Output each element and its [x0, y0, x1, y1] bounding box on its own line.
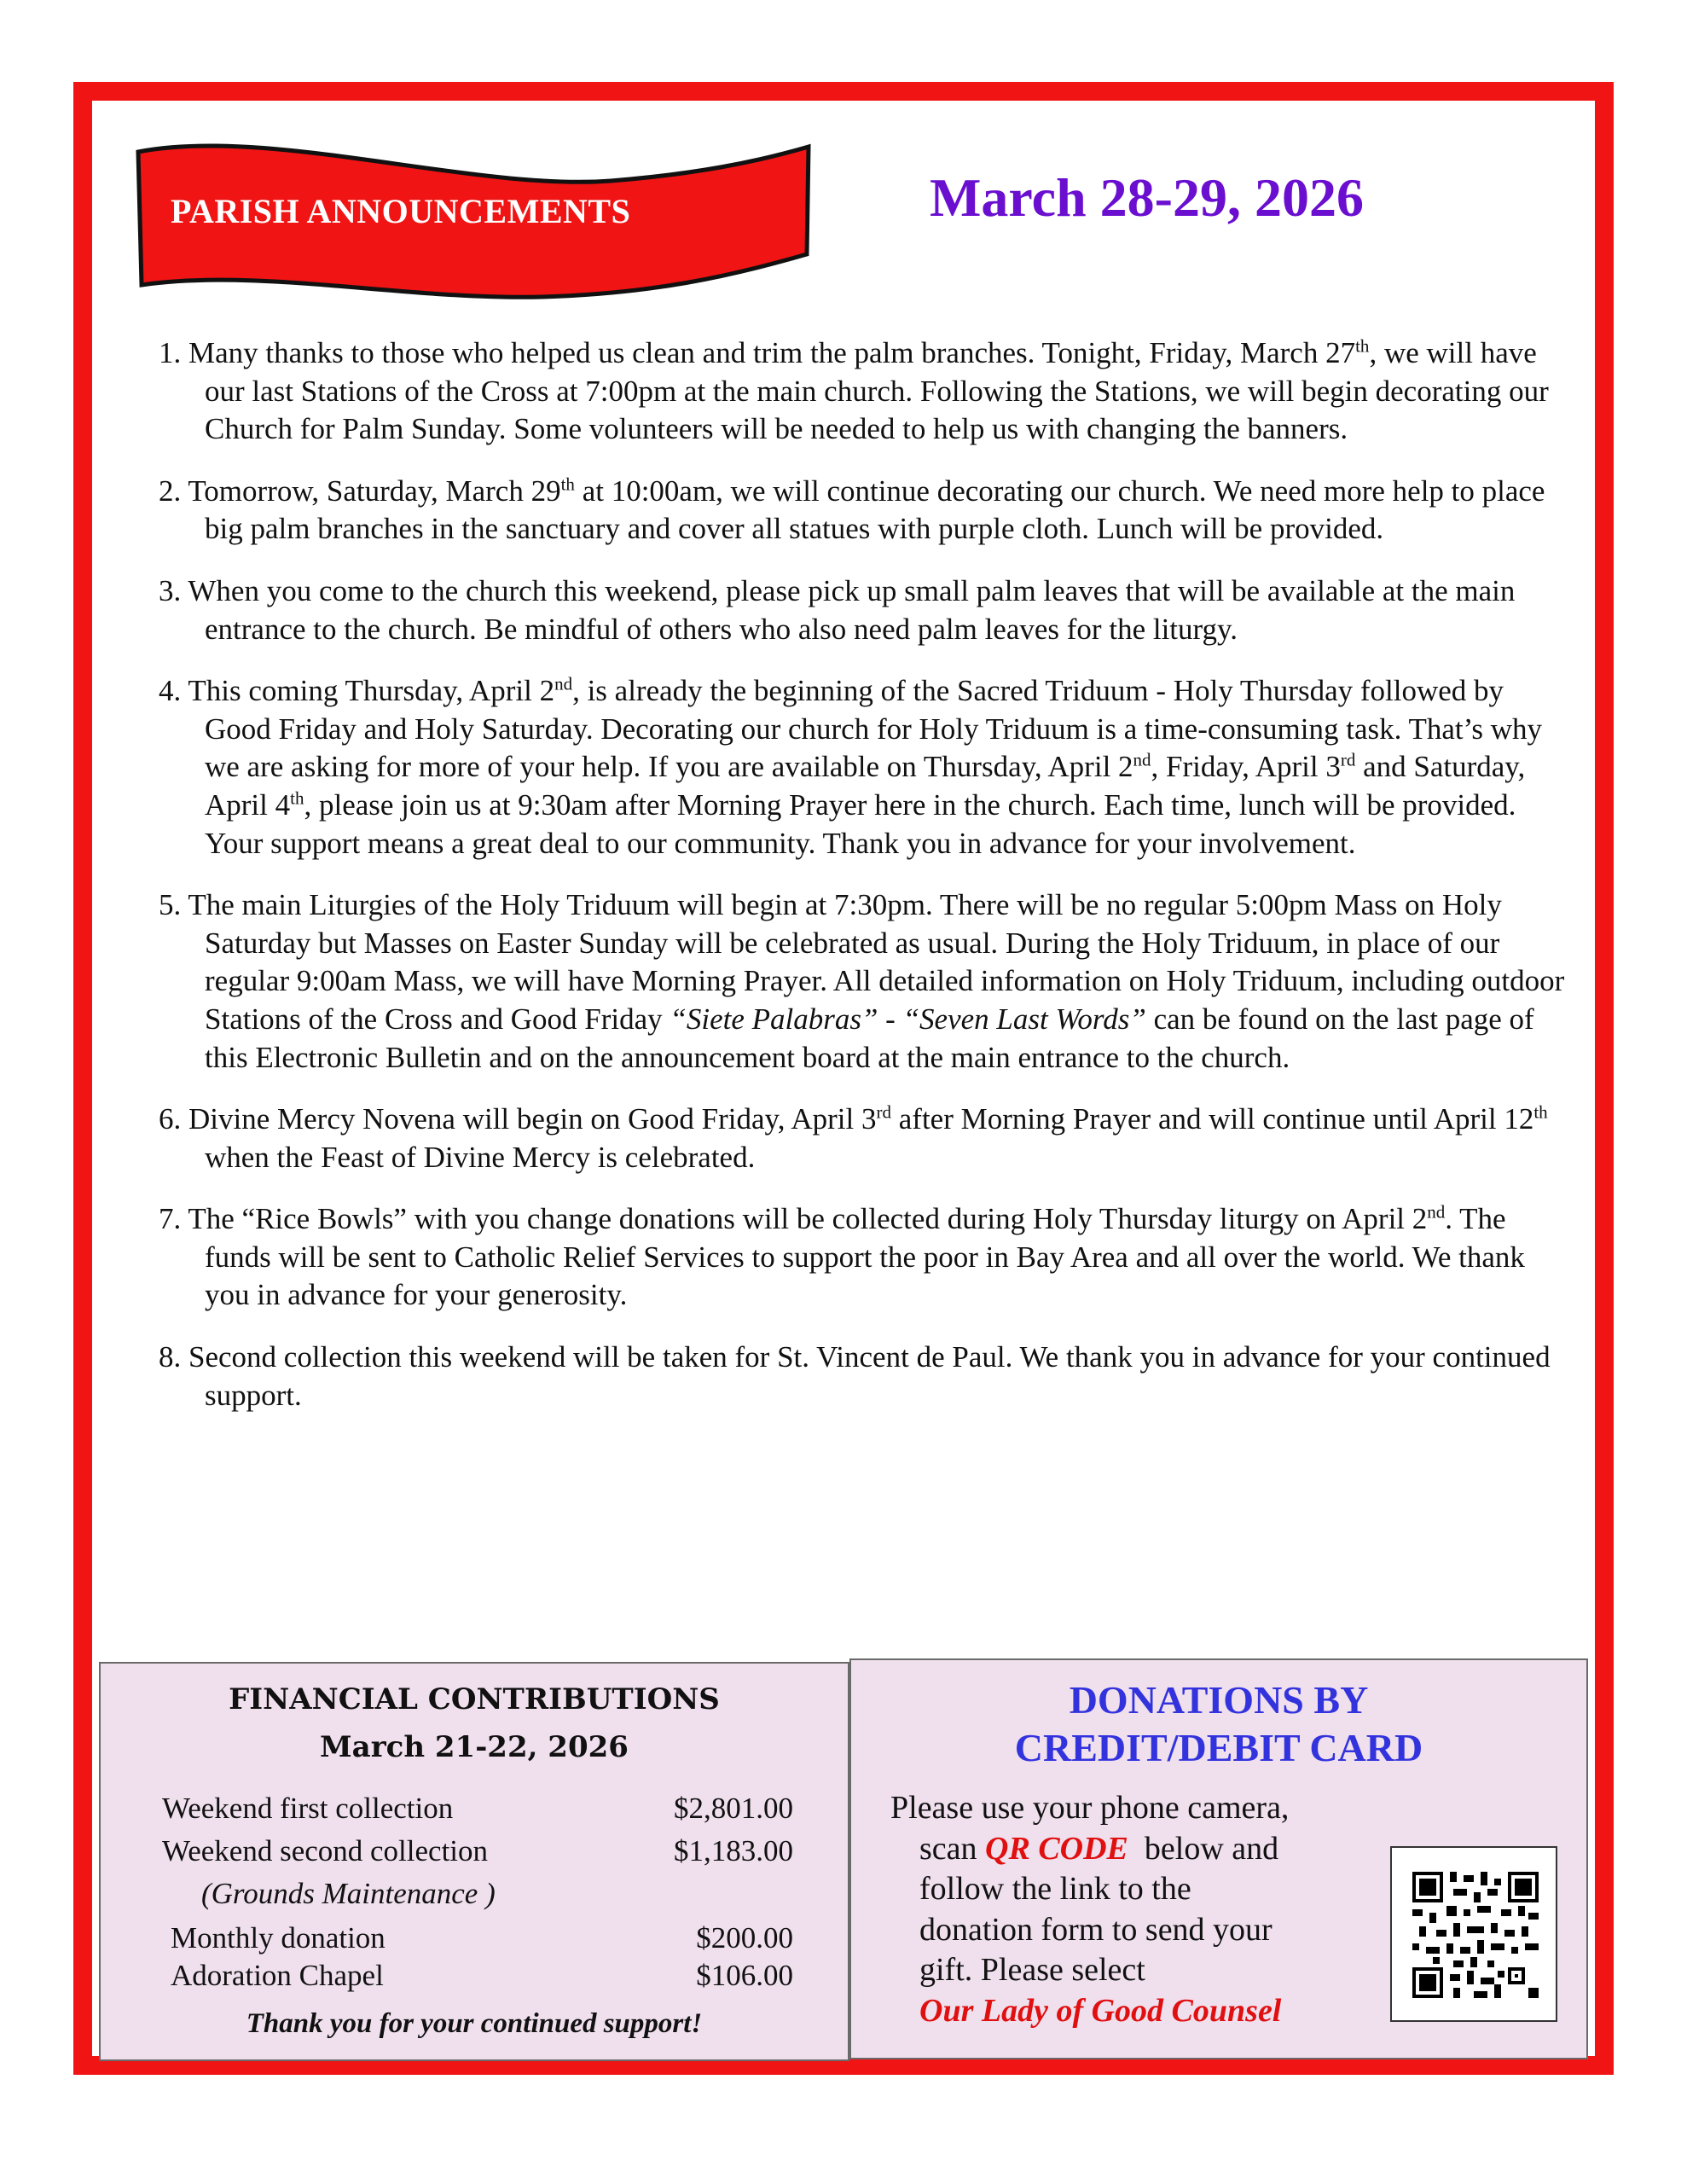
bulletin-date: March 28-29, 2026 [930, 167, 1364, 228]
donations-title-line2: CREDIT/DEBIT CARD [1014, 1726, 1423, 1769]
qr-code-icon[interactable] [1390, 1846, 1557, 2022]
qr-code-label: QR CODE [985, 1830, 1128, 1867]
banner-label: PARISH ANNOUNCEMENTS [171, 192, 631, 230]
announcement-item: 6. Divine Mercy Novena will begin on Good Friday, April 3rd after Morning Prayer and will continue until April 12th when the Feast of Divine Mercy is celebrated. [159, 1101, 1548, 1174]
financial-contributions-box [99, 1662, 849, 2061]
announcement-item: 7. The “Rice Bowls” with you change donations will be collected during Holy Thursday liturgy on April 2nd. The funds will be sent to Catholic Relief Services to support the poor in Bay Area and all over the world. We thank you in advance for your generosity. [159, 1201, 1525, 1312]
contribution-row: Weekend second collection $1,183.00 [162, 1834, 793, 1867]
financial-subtitle: March 21-22, 2026 [320, 1730, 629, 1764]
donations-instructions: Please use your phone camera, scan QR CODE below and follow the link to the donation form to send your gift. Please select Our Lady of Good Counsel [890, 1788, 1419, 2032]
donations-box [849, 1658, 1588, 2059]
parish-name: Our Lady of Good Counsel [919, 1992, 1282, 2029]
donations-title-line1: DONATIONS BY [1069, 1678, 1369, 1722]
announcement-item: 2. Tomorrow, Saturday, March 29th at 10:00am, we will continue decorating our church. We need more help to place big palm branches in the sanctuary and cover all statues with purple cloth. Lunch will be provided. [159, 473, 1545, 546]
announcement-item: 5. The main Liturgies of the Holy Triduum will begin at 7:30pm. There will be no regular 5:00pm Mass on Holy Saturday but Masses on Easter Sunday will be celebrated as usual. During the Holy Triduum, in place of our regular 9:00am Mass, we will have Morning Prayer. All detailed information on Holy Triduum, including outdoor Stations of the Cross and Good Friday “Siete Palabras” - “Seven Last Words” can be found on the last page of this Electronic Bulletin and on the announcement board at the main entrance to the church. [159, 888, 1565, 1074]
financial-thanks: Thank you for your continued support! [246, 2008, 703, 2039]
contribution-row: Adoration Chapel $106.00 [171, 1959, 793, 1992]
qr-code-graphic [1412, 1872, 1539, 1998]
contribution-note: (Grounds Maintenance ) [201, 1877, 496, 1910]
financial-title: FINANCIAL CONTRIBUTIONS [229, 1682, 720, 1716]
announcement-item: 1. Many thanks to those who helped us clean and trim the palm branches. Tonight, Friday, March 27th, we will have our last Stations of the Cross at 7:00pm at the main church. Following the Stations, we will begin decorating our Church for Palm Sunday. Some volunteers will be needed to help us with changing the banners. [159, 335, 1549, 446]
announcements-list [159, 334, 1574, 1438]
announcement-item: 8. Second collection this weekend will be taken for St. Vincent de Paul. We thank you in advance for your continued support. [159, 1340, 1551, 1412]
announcement-item: 3. When you come to the church this weekend, please pick up small palm leaves that will be available at the main entrance to the church. Be mindful of others who also need palm leaves for the liturgy. [159, 573, 1516, 646]
contribution-row: Weekend first collection $2,801.00 [162, 1792, 793, 1825]
announcement-item: 4. This coming Thursday, April 2nd, is already the beginning of the Sacred Triduum - Holy Thursday followed by Good Friday and Holy Saturday. Decorating our church for Holy Triduum is a time-consuming task. That’s why we are asking for more of your help. If you are available on Thursday, April 2nd, Friday, April 3rd and Saturday, April 4th, please join us at 9:30am after Morning Prayer here in the church. Each time, lunch will be provided. Your support means a great deal to our community. Thank you in advance for your involvement. [159, 673, 1542, 860]
contribution-row: Monthly donation $200.00 [171, 1921, 793, 1955]
